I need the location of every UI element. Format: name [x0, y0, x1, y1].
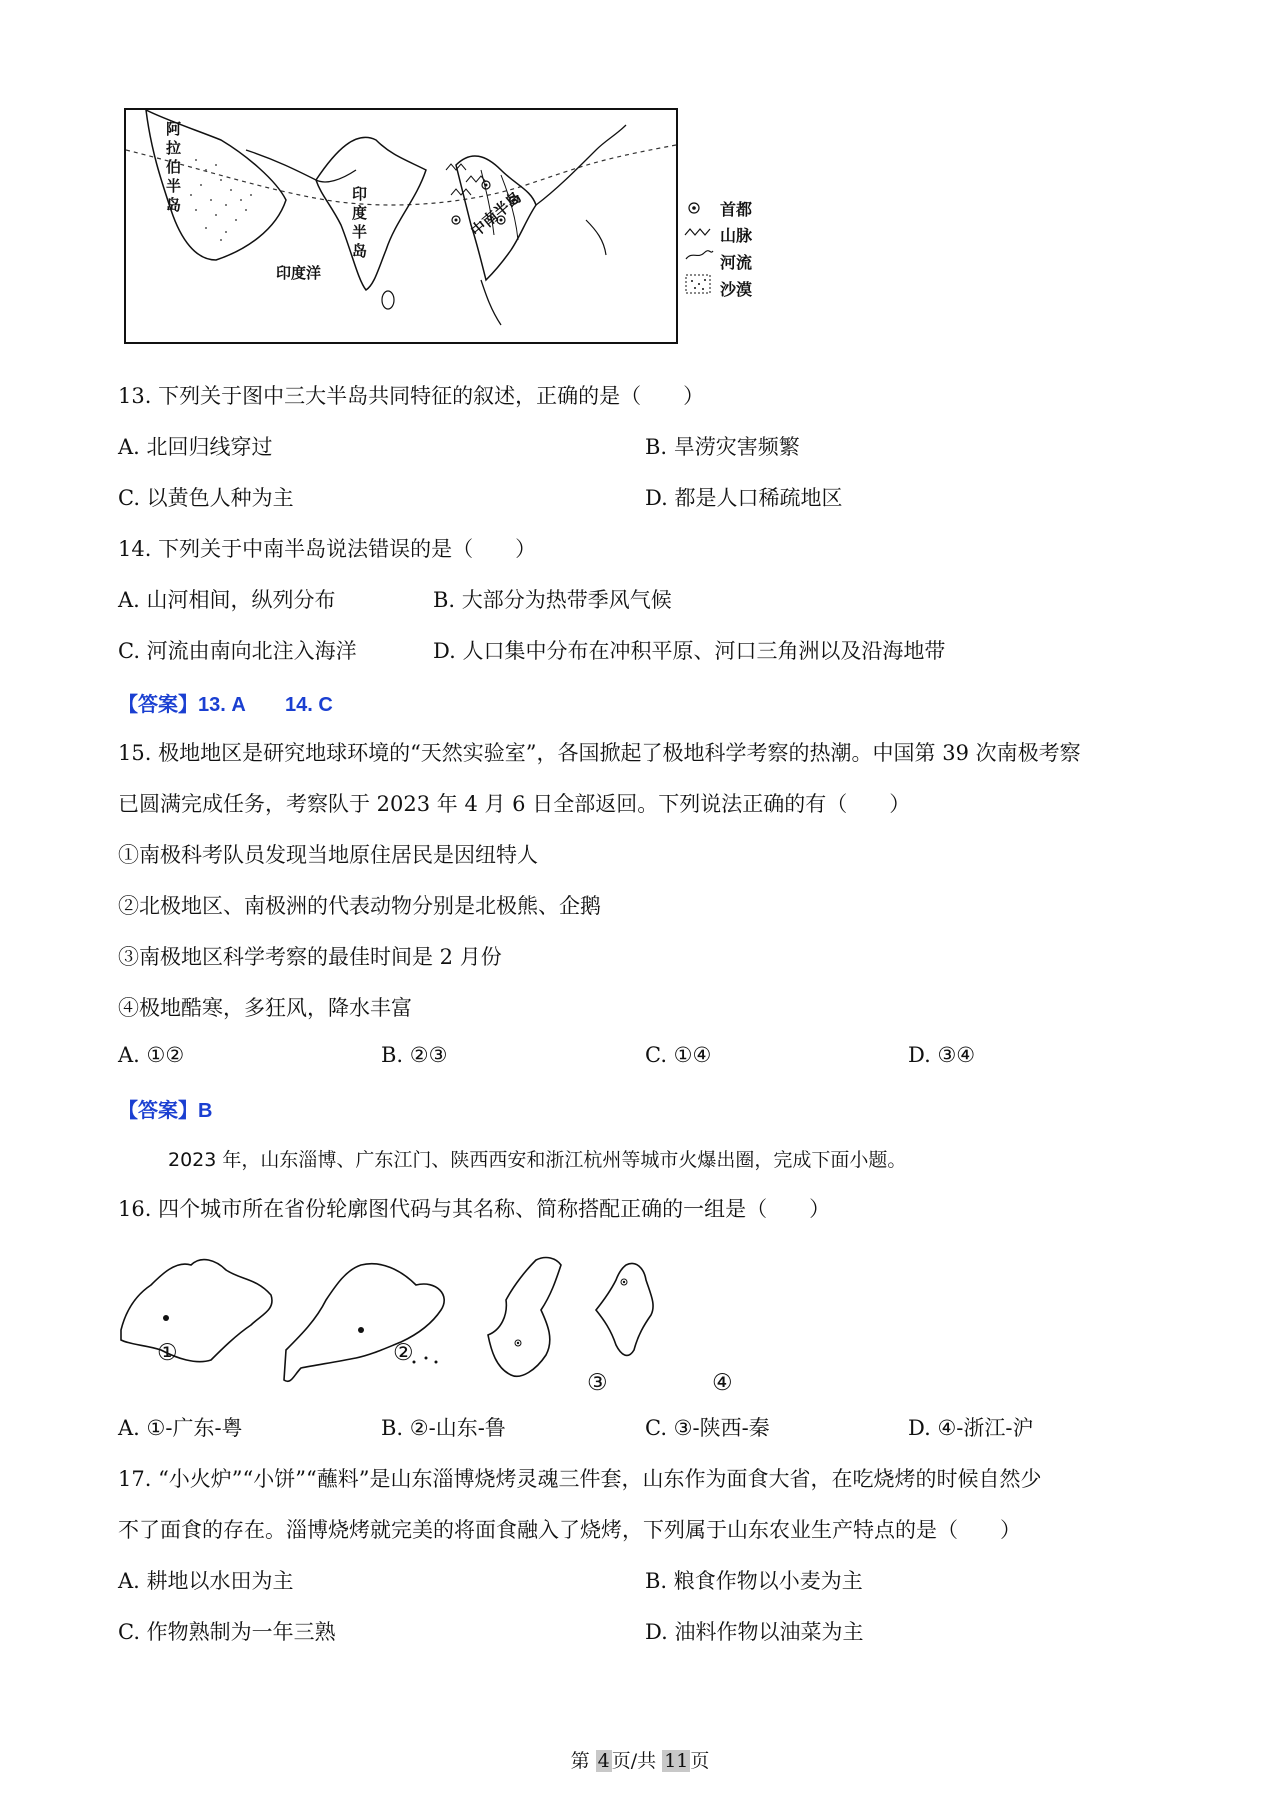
intro-text: 2023 年，山东淄博、广东江门、陕西西安和浙江杭州等城市火爆出圈，完成下面小题。	[168, 1149, 907, 1171]
q14-option-c[interactable]: C. 河流由南向北注入海洋	[118, 639, 357, 663]
q15-option-b[interactable]: B. ②③	[381, 1043, 448, 1067]
q15-option-d[interactable]: D. ③④	[908, 1043, 976, 1067]
footer-total-pages: 11	[664, 1750, 689, 1772]
outline-2	[284, 1264, 444, 1382]
answer-value: 13. A 14. C	[198, 694, 333, 716]
footer-page-number: 4	[597, 1750, 610, 1772]
label-arabia: 阿拉伯半岛	[166, 120, 182, 214]
q16-option-d[interactable]: D. ④-浙江-沪	[908, 1416, 1034, 1440]
legend-mountain: 山脉	[720, 226, 753, 245]
label-indochina: 中南半岛	[467, 187, 525, 241]
q13-option-c[interactable]: C. 以黄色人种为主	[118, 486, 294, 510]
answer-13-14	[118, 688, 333, 717]
q16-option-c[interactable]: C. ③-陕西-秦	[645, 1416, 770, 1440]
q13-option-b[interactable]: B. 旱涝灾害频繁	[645, 435, 800, 459]
outline-label-4: ④	[712, 1370, 733, 1396]
q17-option-b[interactable]: B. 粮食作物以小麦为主	[645, 1569, 863, 1593]
label-india: 印度半岛	[352, 185, 368, 260]
province-outlines	[116, 1240, 776, 1400]
q15-statement-3: ③南极地区科学考察的最佳时间是 2 月份	[118, 945, 502, 969]
q13-stem: 13. 下列关于图中三大半岛共同特征的叙述，正确的是（ ）	[118, 384, 705, 408]
q17-option-c[interactable]: C. 作物熟制为一年三熟	[118, 1620, 336, 1644]
footer-middle: 页/共	[611, 1750, 663, 1772]
q16-stem: 16. 四个城市所在省份轮廓图代码与其名称、简称搭配正确的一组是（ ）	[118, 1197, 831, 1221]
answer-bracket: 【答案】	[118, 1100, 198, 1122]
q17-option-d[interactable]: D. 油料作物以油菜为主	[645, 1620, 864, 1644]
q17-stem-line1: 17. “小火炉”“小饼”“蘸料”是山东淄博烧烤灵魂三件套，山东作为面食大省，在吃烧烤的时候自然少	[118, 1467, 1042, 1491]
outline-1	[121, 1260, 272, 1362]
q13-option-d[interactable]: D. 都是人口稀疏地区	[645, 486, 843, 510]
peninsula-map	[124, 108, 678, 344]
q15-statement-2: ②北极地区、南极洲的代表动物分别是北极熊、企鹅	[118, 894, 601, 918]
q14-stem: 14. 下列关于中南半岛说法错误的是（ ）	[118, 537, 537, 561]
q16-option-a[interactable]: A. ①-广东-粤	[118, 1416, 243, 1440]
q13-option-a[interactable]: A. 北回归线穿过	[118, 435, 273, 459]
answer-value: B	[198, 1100, 213, 1122]
footer-suffix: 页	[690, 1750, 710, 1772]
answer-bracket: 【答案】	[118, 694, 198, 716]
answer-15	[118, 1094, 212, 1123]
q17-option-a[interactable]: A. 耕地以水田为主	[118, 1569, 294, 1593]
q15-statement-4: ④极地酷寒，多狂风，降水丰富	[118, 996, 412, 1020]
q15-option-a[interactable]: A. ①②	[118, 1043, 185, 1067]
page-footer	[0, 1746, 1280, 1773]
outline-3	[488, 1258, 561, 1377]
q15-option-c[interactable]: C. ①④	[645, 1043, 712, 1067]
legend-symbols	[684, 199, 714, 299]
outline-label-3: ③	[587, 1370, 608, 1396]
q14-option-a[interactable]: A. 山河相间，纵列分布	[118, 588, 336, 612]
legend-capital: 首都	[720, 200, 753, 219]
q15-statement-1: ①南极科考队员发现当地原住居民是因纽特人	[118, 843, 538, 867]
q15-stem-line2: 已圆满完成任务，考察队于 2023 年 4 月 6 日全部返回。下列说法正确的有（ ）	[118, 792, 911, 816]
q17-stem-line2: 不了面食的存在。淄博烧烤就完美的将面食融入了烧烤，下列属于山东农业生产特点的是（ ）	[118, 1518, 1021, 1542]
q15-stem-line1: 15. 极地地区是研究地球环境的“天然实验室”，各国掀起了极地科学考察的热潮。中国第 39 次南极考察	[118, 741, 1081, 765]
q14-option-b[interactable]: B. 大部分为热带季风气候	[433, 588, 672, 612]
map-drawing	[126, 110, 676, 342]
q14-option-d[interactable]: D. 人口集中分布在冲积平原、河口三角洲以及沿海地带	[433, 639, 946, 663]
outline-4	[596, 1263, 653, 1355]
mountain-icon	[685, 229, 710, 235]
footer-prefix: 第	[570, 1750, 596, 1772]
q16-option-b[interactable]: B. ②-山东-鲁	[381, 1416, 506, 1440]
desert-icon	[686, 275, 710, 293]
outline-label-1: ①	[157, 1340, 178, 1366]
legend-river: 河流	[720, 253, 753, 272]
label-ocean: 印度洋	[276, 264, 322, 282]
river-icon	[686, 251, 713, 259]
outline-label-2: ②	[393, 1340, 414, 1366]
legend-desert: 沙漠	[720, 280, 753, 299]
capital-icon	[689, 203, 699, 213]
